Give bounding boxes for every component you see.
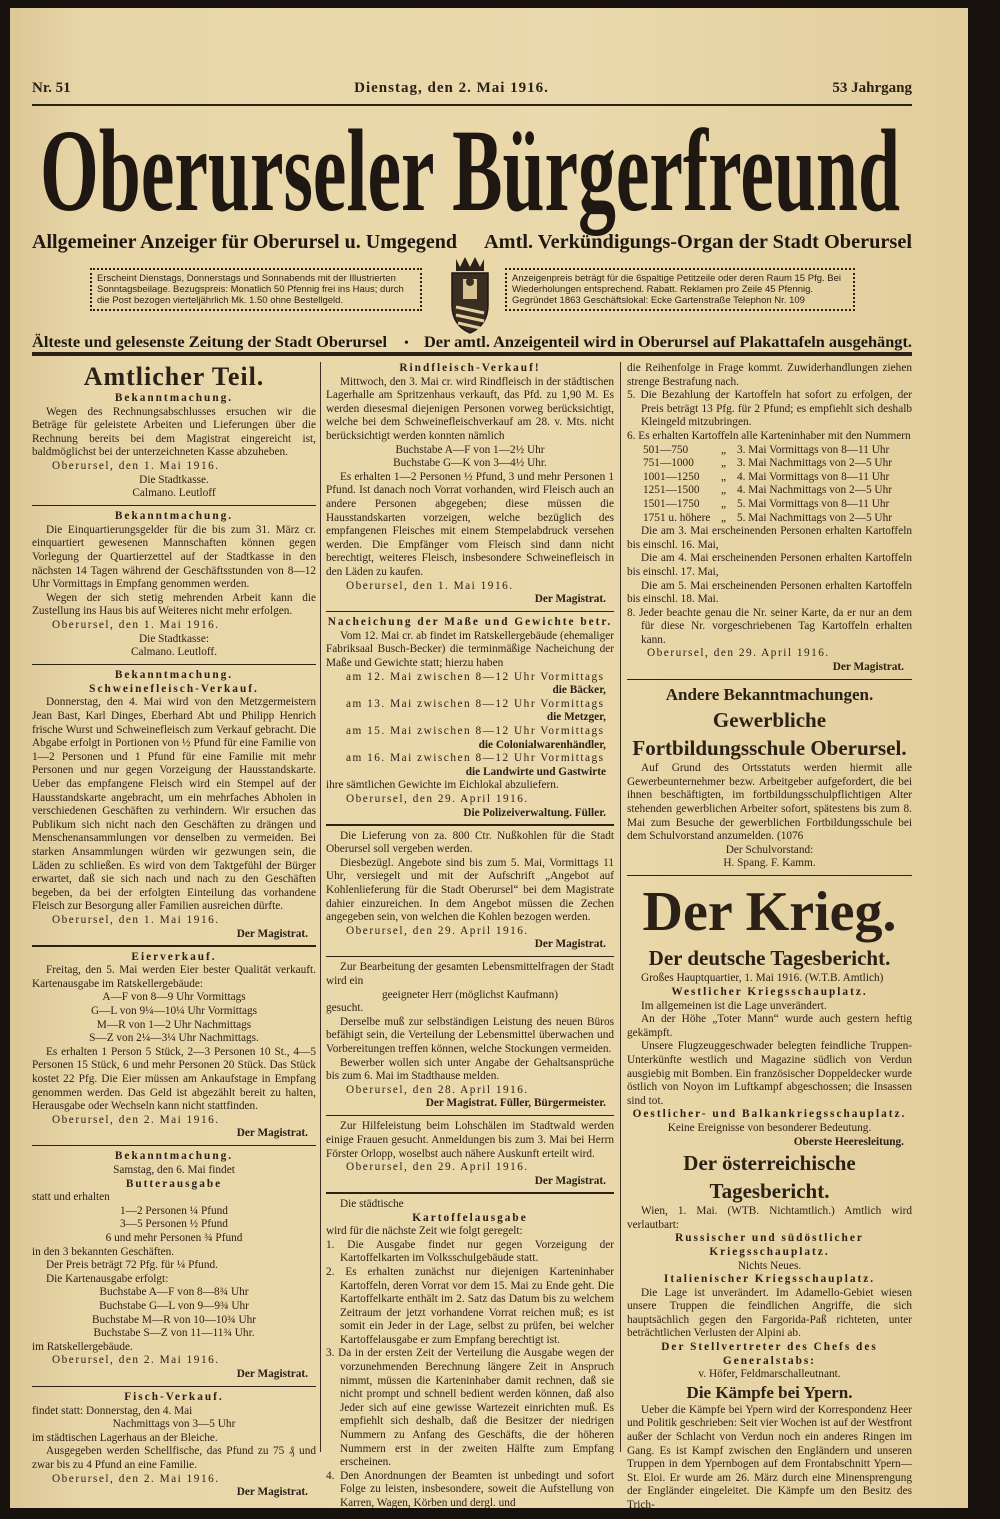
- paragraph: im Ratskellergebäude.: [32, 1340, 133, 1353]
- dateline: Oberursel, den 1. Mai 1916.: [52, 459, 220, 472]
- schedule-cell: 3. Mai Vormittags von 8—11 Uhr: [737, 443, 890, 456]
- paragraph: Donnerstag, den 4. Mai wird von den Metzgermeistern Jean Bast, Karl Dinges, Eberhard Abt und Philipp Henrich frische Wurst und Schweinefleisch zum Verkauf gebracht. Die Abgabe erfolgt in Portionen von ½ Pfund für eine Familie von 1—2 Personen und 1 Pfund für eine Familie mit mehr Personen und nur gegen Vorzeigung der Hausstandskarte. Ueber das empfangene Fleisch wird ein Stempel auf der Hausstandskarte angebracht, um ein mehrfaches Abholen in verschiedenen Geschäften zu verhindern. Wir ersuchen das Publikum sich nicht nach den Geschäften zu drängen und Menschenansammlungen vor denselben zu vermeiden. Bei starken Ansammlungen würden wir gezwungen sein, die Läden zu schließen. Es wird von dem Taktgefühl der Bürger erwartet, daß sie sich nach und nach zu den Geschäften begeben, da bei der erfolgten Einteilung das vorhandene Fleisch zur Besorgung aller Familien ausreichen dürfte.: [32, 696, 316, 913]
- numbered-item: 4. Den Anordnungen der Beamten ist unbedingt und sofort Folge zu leisten, insbesondere, soweit die Aufstellung von Karren, Wagen, Körben und dergl. und: [326, 1469, 614, 1509]
- headline: Der deutsche Tagesbericht.: [648, 946, 891, 971]
- article-divider: [32, 945, 316, 947]
- headline: Der Krieg.: [642, 881, 897, 944]
- svg-text:Oberurseler Bürgerfreund: Oberurseler Bürgerfreund: [40, 105, 900, 236]
- numbered-item: 5. Die Bezahlung der Kartoffeln hat sofort zu erfolgen, der Preis beträgt 13 Pfg. für 2 Pfund; es empfiehlt sich deshalb Kleingeld mitzubringen.: [627, 389, 912, 429]
- centered-line: geeigneter Herr (möglichst Kaufmann): [382, 988, 558, 1001]
- centered-line: Buchstabe G—K von 3—4½ Uhr.: [393, 457, 547, 470]
- paragraph: Es erhalten 1 Person 5 Stück, 2—3 Personen 10 St., 4—5 Personen 15 Stück, 6 und mehr Personen 20 Stück. Das Stück kostet 22 Pfg. Die Eier müssen am Ankaufstage in Empfang genommen werden. Das Geld ist abgezählt bereit zu halten, Herausgabe oder Wechseln kann nicht stattfinden.: [32, 1045, 316, 1113]
- paragraph: Der Preis beträgt 72 Pfg. für ¼ Pfund.: [46, 1259, 218, 1272]
- svg-text:•: •: [404, 336, 409, 351]
- paragraph: Mittwoch, den 3. Mai cr. wird Rindfleisch in der städtischen Lagerhalle am Spritzenhaus verkauft, das Pfd. zu 1,90 M. Es werden diesesmal diejenigen Personen vorweg berücksichtigt, welche bei dem Schweinefleischverkauf am 28. v. Mts. nicht berücksichtigt werden konnten nämlich: [326, 375, 614, 442]
- schedule-row: [627, 444, 912, 458]
- paragraph: Bewerber wollen sich unter Angabe der Gehaltsansprüche bis zum 6. Mai im Stadthause melden.: [326, 1056, 614, 1083]
- column-divider: [320, 362, 321, 1452]
- dateline: Oberursel, den 2. Mai 1916.: [52, 1113, 220, 1126]
- centered-line: G—L von 9¼—10¼ Uhr Vormittags: [90, 1005, 258, 1018]
- article-divider: [627, 679, 912, 681]
- dateline: Oberursel, den 28. April 1916.: [346, 1083, 529, 1096]
- advertising-info: Anzeigenpreis beträgt für die 6spaltige Petitzeile oder deren Raum 15 Pfg. Bei Wiederholungen entsprechend. Rabatt. Reklamen pro Zeile 45 Pfennig. Gegründet 1863 Geschäftslokal: Ecke Gartenstraße Telephon Nr. 109: [512, 273, 842, 306]
- article-heading: Butterausgabe: [125, 1177, 223, 1190]
- dateline: Oberursel, den 1. Mai 1916.: [52, 619, 220, 631]
- schedule-row: [627, 512, 912, 526]
- centered-line: Buchstabe G—L von 9—9¾ Uhr: [99, 1300, 249, 1312]
- paragraph: im städtischen Lagerhaus an der Bleiche.: [32, 1431, 218, 1444]
- signature: die Metzger,: [546, 711, 606, 724]
- article-heading: Bekanntmachung.: [114, 392, 234, 404]
- signature: Oberste Heeresleitung.: [793, 1135, 904, 1148]
- centered-line: A—F von 8—9 Uhr Vormittags: [102, 991, 246, 1004]
- numbered-item: 2. Es erhalten zunächst nur diejenigen Karteninhaber Kartoffeln, deren Vorrat vor dem 15. Mai zu Ende geht. Die Kartoffelkarte enthält im 2. Satz das Datum bis zu welchem Zeitraum der jetzt vorhandene Vorrat reichen muß; es ist somit ein Jeder in der Lage, selbst zu prüfen, bei welcher Kartoffelausgabe er zum Empfang berechtigt ist.: [326, 1265, 614, 1346]
- paragraph: wird für die nächste Zeit wie folgt geregelt:: [326, 1225, 523, 1238]
- dateline: Oberursel, den 29. April 1916.: [346, 792, 529, 805]
- schedule-row: [627, 484, 912, 498]
- article-divider: [326, 824, 614, 826]
- paragraph: An der Höhe „Toter Mann“ wurde auch gestern heftig gekämpft.: [627, 1013, 912, 1039]
- subscription-info: Erscheint Dienstags, Donnerstags und Sonnabends mit der Illustrierten Sonntagsbeilage. Bezugspreis: Monatlich 50 Pfennig frei ins Haus; durch die Post bezogen vierteljährlich Mk. 1.50 ohne Bestellgeld.: [97, 273, 404, 306]
- schedule-cell: 5. Mai Vormittags von 8—11 Uhr: [737, 497, 890, 510]
- paragraph: findet statt: Donnerstag, den 4. Mai: [32, 1404, 193, 1417]
- column-divider: [620, 362, 621, 1452]
- centered-line: 3—5 Personen ½ Pfund: [120, 1218, 228, 1231]
- paragraph: Im allgemeinen ist die Lage unverändert.: [641, 999, 827, 1012]
- article-heading: Westlicher Kriegsschauplatz.: [671, 986, 868, 998]
- dateline: Oberursel, den 29. April 1916.: [647, 647, 830, 660]
- schedule-cell: „: [721, 484, 727, 497]
- paragraph: Vom 12. Mai cr. ab findet im Ratskellergebäude (ehemaliger Fabriksaal Busch-Becker) die terminmäßige Nacheichung der Maße und Gewichte statt; hierzu haben: [326, 629, 614, 669]
- centered-line: v. Höfer, Feldmarschalleutnant.: [698, 1368, 841, 1381]
- dateline: Oberursel, den 2. Mai 1916.: [52, 1354, 220, 1367]
- article-divider: [326, 1192, 614, 1194]
- centered-line: 6 und mehr Personen ¾ Pfund: [105, 1232, 243, 1245]
- header-divider: [32, 352, 912, 356]
- advertising-info-box: [505, 268, 855, 311]
- signature: die Landwirte und Gastwirte: [465, 765, 606, 778]
- centered-line: Buchstabe M—R von 10—10¾ Uhr: [91, 1313, 257, 1326]
- signature: Der Magistrat.: [534, 1174, 606, 1187]
- paragraph: Wegen des Rechnungsabschlusses ersuchen wir die Beträge für geleistete Arbeiten und Lieferungen über die Rechnung bereits bei dem Magistrat eingereicht ist, baldmöglichst bei der unterzeichneten Kasse abzuheben.: [32, 405, 316, 459]
- article-heading: Schweinefleisch-Verkauf.: [89, 682, 259, 695]
- column-2: [326, 362, 614, 1509]
- article-heading: Bekanntmachung.: [114, 1150, 234, 1163]
- signature: Die Polizeiverwaltung. Füller.: [463, 806, 606, 819]
- article-heading: Fisch-Verkauf.: [124, 1391, 224, 1404]
- tagline: [32, 330, 912, 352]
- paragraph: statt und erhalten: [32, 1191, 110, 1204]
- schedule-cell: „: [721, 497, 727, 510]
- svg-text:Der amtl. Anzeigenteil wird in: Der amtl. Anzeigenteil wird in Oberursel auf Plakattafeln ausgehängt.: [424, 334, 912, 351]
- article-heading: Oestlicher- und Balkankriegsschauplatz.: [632, 1108, 907, 1121]
- paragraph: Es erhalten 1—2 Personen ½ Pfund, 3 und mehr Personen 1 Pfund. Ist danach noch Vorrat vorhanden, wird Fleisch auch an andere Personen abgegeben; diese müssen die Hausstandskarten vorzeigen, welche bezüglich des empfangenen Fleisches mit einem Stempelabdruck versehen werden. Die Empfänger vom Fleisch sind dann nicht berechtigt, weiteres Fleisch, insbesondere Schweinefleisch in den Läden zu kaufen.: [326, 470, 614, 578]
- svg-text:Allgemeiner Anzeiger für Oberu: Allgemeiner Anzeiger für Oberursel u. Umgegend: [32, 231, 457, 253]
- column-1: [32, 362, 316, 1499]
- article-divider: [32, 1145, 316, 1147]
- article-divider: [326, 956, 614, 958]
- article-heading: Rindfleisch-Verkauf!: [399, 362, 541, 374]
- paragraph: Die am 4. Mai erscheinenden Personen erhalten Kartoffeln bis einschl. 17. Mai,: [627, 552, 912, 578]
- dateline: Oberursel, den 2. Mai 1916.: [52, 1472, 220, 1485]
- centered-line: Calmano. Leutloff: [132, 487, 216, 500]
- schedule-row: [627, 471, 912, 485]
- dateline: am 15. Mai zwischen 8—12 Uhr Vormittags: [346, 724, 605, 737]
- dateline: Oberursel, den 29. April 1916.: [346, 1161, 529, 1174]
- paragraph: Wegen der sich stetig mehrenden Arbeit kann die Zustellung ins Haus bis auf Weiteres nicht mehr erfolgen.: [32, 591, 316, 618]
- schedule-row: [627, 457, 912, 471]
- paragraph: die Reihenfolge in Frage kommt. Zuwiderhandlungen ziehen strenge Bestrafung nach.: [627, 362, 912, 388]
- paragraph: Die am 5. Mai erscheinenden Personen erhalten Kartoffeln bis einschl. 18. Mai.: [627, 579, 912, 606]
- centered-line: Buchstabe A—F von 1—2½ Uhr: [395, 443, 545, 456]
- coat-of-arms-icon: [448, 255, 492, 335]
- section-heading: Andere Bekanntmachungen.: [665, 685, 874, 705]
- dateline: Oberursel, den 29. April 1916.: [346, 924, 529, 937]
- paragraph: Ausgegeben werden Schellfische, das Pfund zu 75 ₰ und zwar bis zu 4 Pfund an eine Familie.: [32, 1445, 316, 1472]
- paragraph: Die städtische: [340, 1197, 404, 1210]
- schedule-cell: „: [721, 470, 727, 483]
- schedule-cell: 4. Mai Nachmittags von 2—5 Uhr: [737, 484, 892, 497]
- article-divider: [32, 505, 316, 507]
- schedule-cell: „: [721, 511, 727, 524]
- paragraph: Freitag, den 5. Mai werden Eier bester Qualität verkauft. Kartenausgabe im Ratskellergebäude:: [32, 964, 316, 990]
- masthead-title: [40, 105, 900, 236]
- signature: die Bäcker,: [552, 684, 606, 697]
- article-heading: Bekanntmachung.: [114, 669, 234, 682]
- paragraph: Die Lage ist unverändert. Im Adamello-Gebiet wiesen unsere Truppen die feindlichen Angriffe, die sich hauptsächlich gegen den Fargorida-Paß richteten, unter beträchtlichen Verlusten der Alpini ab.: [627, 1286, 912, 1340]
- centered-line: Die Stadtkasse.: [139, 473, 209, 486]
- schedule-cell: 3. Mai Nachmittags von 2—5 Uhr: [737, 457, 892, 470]
- centered-line: M—R von 1—2 Uhr Nachmittags: [96, 1018, 252, 1031]
- paragraph: Ueber die Kämpfe bei Ypern wird der Korrespondenz Heer und Politik geschrieben: Seit vier Wochen ist auf der Westfront außer der Schlacht von Verdun noch ein anderes Ringen im Gang. Es ist Kampf zwischen den Engländern und unseren Truppen in dem Ypernbogen auf dem Frontabschnitt Ypern—St. Eloi. Er wurde am 26. März durch eine Minensprengung der Engländer eingeleitet. Die Kämpfe um den Besitz des Trich-: [627, 1403, 912, 1511]
- article-divider: [32, 1386, 316, 1388]
- schedule-cell: 5. Mai Nachmittags von 2—5 Uhr: [737, 511, 892, 524]
- headline: Der österreichische Tagesbericht.: [683, 1151, 856, 1204]
- header-line: [32, 80, 912, 97]
- article-heading: Der Stellvertreter des Chefs des Generalstabs:: [661, 1341, 878, 1367]
- centered-line: Die Stadtkasse:: [139, 632, 209, 645]
- centered-line: Keine Ereignisse von besonderer Bedeutung.: [667, 1121, 872, 1134]
- schedule-cell: „: [721, 443, 727, 456]
- numbered-item: 1. Die Ausgabe findet nur gegen Vorzeigung der Kartoffelkarten im Volksschulgebäude statt.: [326, 1238, 614, 1265]
- signature: Der Magistrat.: [534, 938, 606, 951]
- schedule-cell: 1251—1500: [643, 484, 700, 497]
- article-divider: [32, 664, 316, 666]
- paragraph: ihre sämtlichen Gewichte im Eichlokal abzuliefern.: [326, 779, 559, 792]
- centered-line: S—Z von 2¼—3¼ Uhr Nachmittags.: [89, 1032, 259, 1045]
- paragraph: Zur Hilfeleistung beim Lohschälen im Stadtwald werden einige Frauen gesucht. Anmeldungen bis zum 3. Mai bei Herrn Förster Orlopp, woselbst auch nähere Auskunft erteilt wird.: [326, 1120, 614, 1160]
- centered-line: Nachmittags von 3—5 Uhr: [112, 1418, 236, 1431]
- centered-line: Buchstabe S—Z von 11—11¾ Uhr.: [93, 1327, 255, 1340]
- paragraph: Diesbezügl. Angebote sind bis zum 5. Mai, Vormittags 11 Uhr, versiegelt und mit der Aufschrift „Angebot auf Kohlenlieferung für die Stadt Oberursel“ bei dem Magistrate dahier einzureichen. In dem Angebot müssen die Zechen angegeben sein, von welchen die Kohlen bezogen werden.: [326, 856, 614, 924]
- dateline: am 13. Mai zwischen 8—12 Uhr Vormittags: [346, 697, 605, 710]
- signature: Der Magistrat.: [534, 593, 606, 606]
- centered-line: 1—2 Personen ¼ Pfund: [120, 1204, 228, 1217]
- article-heading: Eierverkauf.: [131, 950, 217, 963]
- dateline: Oberursel, den 1. Mai 1916.: [52, 913, 220, 926]
- schedule-cell: 751—1000: [643, 457, 694, 470]
- article-heading: Nacheichung der Maße und Gewichte betr.: [327, 616, 613, 629]
- centered-line: Samstag, den 6. Mai findet: [113, 1164, 235, 1177]
- signature: Der Magistrat.: [236, 1127, 308, 1140]
- signature: Der Magistrat.: [236, 927, 308, 940]
- paragraph: Wien, 1. Mai. (WTB. Nichtamtlich.) Amtlich wird verlautbart:: [627, 1205, 912, 1231]
- numbered-item: 3. Da in der ersten Zeit der Verteilung die Ausgabe wegen der vorzunehmenden Berechnung längere Zeit in Anspruch nimmt, müssen die Karteninhaber damit rechnen, daß sie nicht prompt und schnell bedient werden können, daß also Jeder sich auf eine gewisse Wartezeit einrichten muß. Es empfiehlt sich deshalb, daß die Besitzer der niedrigen Nummern zu Anfang des Geschäfts, die der höheren Nummern erst in der zweiten Hälfte zum Empfang erscheinen.: [326, 1347, 614, 1469]
- paragraph: Die Lieferung von za. 800 Ctr. Nußkohlen für die Stadt Oberursel soll vergeben werden.: [326, 829, 614, 856]
- signature: Der Magistrat.: [236, 1486, 308, 1499]
- issue-date: Dienstag, den 2. Mai 1916.: [354, 80, 549, 96]
- section-title: Amtlicher Teil.: [83, 362, 265, 391]
- centered-line: H. Spang. F. Kamm.: [723, 857, 816, 870]
- paragraph: Die am 3. Mai erscheinenden Personen erhalten Kartoffeln bis einschl. 16. Mai,: [627, 525, 912, 551]
- section-heading: Die Kämpfe bei Ypern.: [686, 1382, 853, 1402]
- paragraph: Unsere Flugzeuggeschwader belegten feindliche Truppen-Unterkünfte westlich und Magazine südlich von Verdun ausgiebig mit Bomben. Ein französischer Doppeldecker wurde östlich von Noyon im Luftkampf abgeschossen; die Insassen sind tot.: [627, 1040, 912, 1107]
- article-heading: Kartoffelausgabe: [412, 1211, 528, 1224]
- article-heading: Russischer und südöstlicher Kriegsschauplatz.: [675, 1232, 864, 1258]
- article-divider: [627, 875, 912, 877]
- article-divider: [326, 611, 614, 613]
- signature: Der Magistrat.: [832, 661, 904, 674]
- schedule-cell: 1501—1750: [643, 497, 700, 510]
- signature: Der Magistrat. Füller, Bürgermeister.: [425, 1097, 606, 1110]
- dateline: am 12. Mai zwischen 8—12 Uhr Vormittags: [346, 670, 605, 683]
- paragraph: Die Einquartierungsgelder für die bis zum 31. März cr. einquartiert gewesenen Mannschaften können gegen Vorlegung der Quartierzettel auf der Stadtkasse in den nächsten 14 Tagen während der Geschäftsstunden von 8—12 Uhr Vormittags in Empfang genommen werden.: [32, 523, 316, 591]
- article-divider: [326, 1115, 614, 1117]
- signature: Der Magistrat.: [236, 1367, 308, 1380]
- paragraph: Großes Hauptquartier, 1. Mai 1916. (W.T.B. Amtlich): [641, 972, 884, 985]
- schedule-cell: 501—750: [643, 443, 689, 456]
- paragraph: gesucht.: [326, 1002, 364, 1015]
- paragraph: Zur Bearbeitung der gesamten Lebensmittelfragen der Stadt wird ein: [326, 961, 614, 988]
- subtitle: [32, 228, 912, 254]
- signature: die Colonialwarenhändler,: [478, 738, 606, 751]
- numbered-item: 6. Es erhalten Kartoffeln alle Karteninhaber mit den Nummern: [627, 429, 911, 442]
- svg-text:Älteste und gelesenste Zeitung: Älteste und gelesenste Zeitung der Stadt Oberursel: [32, 334, 380, 351]
- issue-number: Nr. 51: [32, 80, 71, 96]
- schedule-cell: „: [721, 457, 727, 470]
- svg-text:Amtl. Verkündigungs-Organ der: Amtl. Verkündigungs-Organ der Stadt Oberursel: [484, 231, 913, 253]
- schedule-cell: 4. Mai Vormittags von 8—11 Uhr: [737, 470, 890, 483]
- schedule-cell: 1751 u. höhere: [643, 511, 711, 524]
- column-3: [627, 362, 912, 1511]
- schedule-row: [627, 498, 912, 512]
- dateline: am 16. Mai zwischen 8—12 Uhr Vormittags: [346, 752, 605, 765]
- centered-line: Nichts Neues.: [737, 1259, 802, 1272]
- subscription-info-box: [90, 268, 422, 311]
- centered-line: Buchstabe A—F von 8—8¾ Uhr: [99, 1286, 249, 1299]
- numbered-item: 8. Jeder beachte genau die Nr. seiner Karte, da er nur an dem für diese Nr. vorgeschriebenen Tag Kartoffeln erhalten kann.: [627, 606, 912, 646]
- paragraph: Die Kartenausgabe erfolgt:: [46, 1272, 169, 1285]
- article-heading: Bekanntmachung.: [114, 510, 234, 523]
- paragraph: Derselbe muß zur selbständigen Leistung des neuen Büros befähigt sein, die Verteilung der Lebensmittel überwachen und Vorbereitungen treffen können, welche Stockungen vermeiden.: [326, 1015, 614, 1055]
- paragraph: in den 3 bekannten Geschäften.: [32, 1245, 175, 1258]
- volume: 53 Jahrgang: [832, 80, 912, 96]
- dateline: Oberursel, den 1. Mai 1916.: [346, 579, 514, 592]
- schedule-cell: 1001—1250: [643, 470, 700, 483]
- headline: Gewerbliche Fortbildungsschule Oberursel.: [632, 708, 907, 761]
- centered-line: Calmano. Leutloff.: [130, 646, 218, 659]
- centered-line: Der Schulvorstand:: [725, 843, 814, 856]
- article-heading: Italienischer Kriegsschauplatz.: [663, 1273, 876, 1286]
- paragraph: Auf Grund des Ortsstatuts werden hiermit alle Gewerbeunternehmer bezw. Arbeitgeber aufgefordert, die bei ihnen beschäftigten, im fortbildungsschulpflichtigen Alter stehenden gewerblichen Arbeiter sofort, spätestens bis zum 8. Mai zum Besuche der gewerblichen Fortbildungsschule bei dem Schulvorstand anzumelden. (1076: [627, 762, 912, 843]
